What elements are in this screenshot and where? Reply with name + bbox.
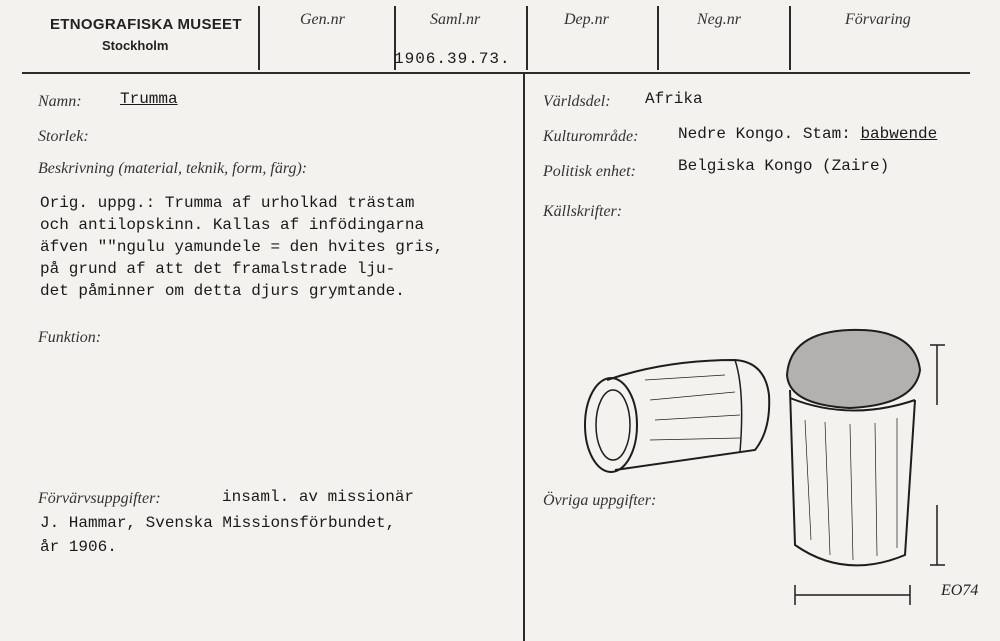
ovriga-uppgifter-label: Övriga uppgifter: (543, 492, 657, 509)
kulturomrade-text: Nedre Kongo. Stam: (678, 125, 861, 143)
forvarv-line-3: år 1906. (40, 538, 117, 556)
header-forvaring: Förvaring (845, 11, 911, 28)
namn-value: Trumma (120, 90, 178, 108)
description-line: på grund af att det framalstrade lju- (40, 260, 396, 278)
museum-name: ETNOGRAFISKA MUSEET (50, 16, 242, 33)
kallskrifter-label: Källskrifter: (543, 203, 623, 220)
description-line: och antilopskinn. Kallas af infödingarna (40, 216, 425, 234)
description-line: äfven ""ngulu yamundele = den hvites gris, (40, 238, 444, 256)
kulturomrade-label: Kulturområde: (543, 128, 639, 145)
politisk-enhet-value: Belgiska Kongo (Zaire) (678, 157, 890, 175)
politisk-enhet-label: Politisk enhet: (543, 163, 636, 180)
beskrivning-label: Beskrivning (material, teknik, form, färg): (38, 160, 308, 177)
header-neg-nr: Neg.nr (697, 11, 741, 28)
varldsdel-label: Världsdel: (543, 93, 611, 110)
forvarv-label: Förvärvsuppgifter: (38, 490, 161, 507)
forvarv-line-2: J. Hammar, Svenska Missionsförbundet, (40, 514, 396, 532)
namn-label: Namn: (38, 93, 82, 110)
funktion-label: Funktion: (38, 329, 102, 346)
drum-drawing (575, 320, 965, 610)
kulturomrade-value (678, 125, 937, 143)
stam-value: babwende (860, 125, 938, 143)
header-saml-nr: Saml.nr (430, 11, 481, 28)
description-text (40, 192, 443, 302)
saml-nr-value: 1906.39.73. (394, 50, 511, 68)
varldsdel-value: Afrika (645, 90, 703, 108)
storlek-label: Storlek: (38, 128, 89, 145)
drawing-code: EO74 (941, 582, 979, 599)
forvarv-line-1: insaml. av missionär (222, 488, 415, 506)
description-line: Orig. uppg.: Trumma af urholkad trästam (40, 194, 415, 212)
header-gen-nr: Gen.nr (300, 11, 345, 28)
header-dep-nr: Dep.nr (564, 11, 609, 28)
museum-city: Stockholm (102, 38, 169, 53)
description-line: det påminner om detta djurs grymtande. (40, 282, 405, 300)
